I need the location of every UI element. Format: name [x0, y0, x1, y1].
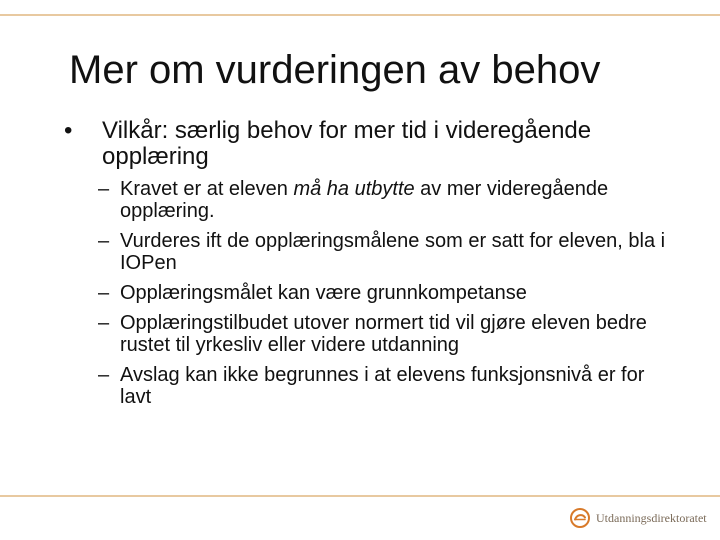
sub-item-text-end: av mer videregående opplæring. [120, 178, 609, 222]
top-divider [0, 14, 720, 16]
bottom-divider [0, 495, 720, 497]
logo-text: Utdanningsdirektoratet [596, 510, 707, 525]
bullet-text: Vilkår: særlig behov for mer tid i videregående opplæring [102, 117, 592, 170]
dash-marker: – [98, 364, 110, 386]
bullet-marker: • [64, 117, 73, 144]
sub-item-text: Avslag kan ikke begrunnes i at elevens funksjonsnivå er for lavt [120, 364, 645, 408]
dash-marker: – [98, 178, 110, 200]
sub-item [98, 282, 680, 304]
sub-item [98, 178, 680, 222]
slide-title: Mer om vurderingen av behov [69, 48, 601, 92]
sub-item [98, 312, 680, 356]
sub-item-emphasis: må ha utbytte [293, 178, 415, 200]
sub-item-text: Opplæringsmålet kan være grunnkompetanse [120, 282, 527, 304]
udir-logo-icon [569, 507, 591, 529]
sub-item-text-start: Kravet er at eleven [120, 178, 294, 200]
dash-marker: – [98, 312, 110, 334]
sub-item [98, 230, 680, 274]
footer-logo [569, 506, 707, 530]
slide-body [0, 118, 720, 408]
bullet-item [64, 117, 662, 170]
dash-marker: – [98, 282, 110, 304]
sub-item-text: Opplæringstilbudet utover normert tid vil gjøre eleven bedre rustet til yrkesliv eller videre utdanning [120, 312, 647, 356]
dash-marker: – [98, 230, 110, 252]
sub-item [98, 364, 680, 408]
sub-item-text: Vurderes ift de opplæringsmålene som er satt for eleven, bla i IOPen [120, 230, 666, 274]
